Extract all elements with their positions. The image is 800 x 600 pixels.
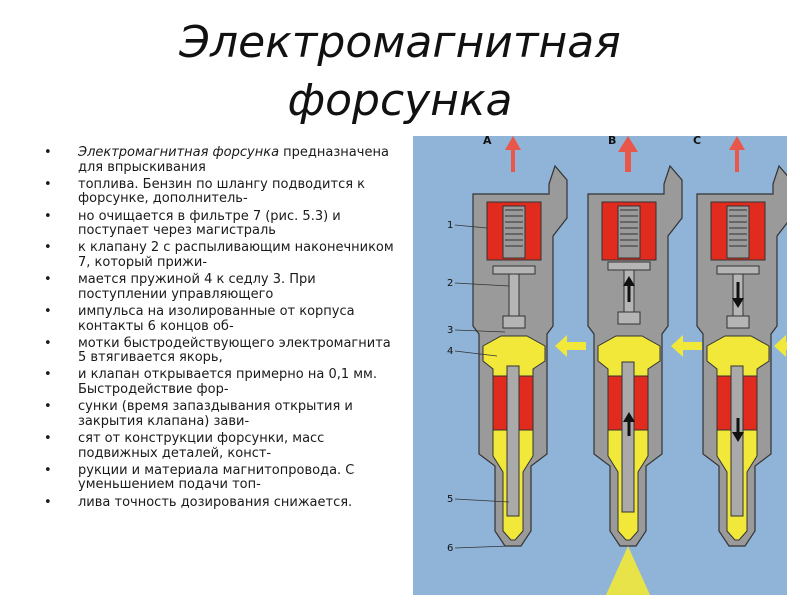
bullet-item (40, 368, 395, 397)
bullet-text: лива точность дозирования снижается. (78, 494, 353, 510)
bullet-item (40, 432, 395, 461)
callout-5: 5 (447, 494, 454, 505)
bullet-text: мотки быстродействующего электромагнита 5 втягивается якорь, (78, 335, 391, 366)
bullet-text: топлива. Бензин по шлангу подводится к форсунке, дополнитель- (78, 176, 366, 207)
callout-1: 1 (447, 220, 454, 231)
slide-title (0, 14, 800, 130)
panel-label-c: C (693, 136, 702, 147)
bullet-text: мается пружиной 4 к седлу 3. При поступлении управляющего (78, 272, 316, 302)
bullet-list (40, 146, 395, 513)
callout-4: 4 (447, 346, 454, 357)
bullet-text: сунки (время запаздывания открытия и закрытия клапана) зави- (78, 399, 353, 429)
bullet-text: к клапану 2 с распыливающим наконечником 7, который прижи- (78, 240, 394, 270)
bullet-item (40, 146, 395, 175)
panel-label-a: A (483, 136, 492, 147)
callout-3: 3 (447, 325, 454, 336)
bullet-item (40, 400, 395, 429)
bullet-item (40, 305, 395, 334)
bullet-item (40, 337, 395, 366)
bullet-text: и клапан открывается примерно на 0,1 мм. Быстродействие фор- (78, 367, 377, 398)
bullet-text: сят от конструкции форсунки, масс подвижных деталей, конст- (78, 431, 325, 461)
bullet-item (40, 464, 395, 493)
bullet-text: но очищается в фильтре 7 (рис. 5.3) и поступает через магистраль (78, 208, 341, 239)
bullet-text: предназначена для впрыскивания (78, 145, 389, 175)
callout-2: 2 (447, 278, 454, 289)
callout-6: 6 (447, 543, 454, 554)
bullet-emphasis: Электромагнитная форсунка (78, 145, 280, 160)
title-line-1: Электромагнитная (179, 17, 621, 68)
injector-diagram (413, 136, 787, 595)
bullet-text: импульса на изолированные от корпуса контакты 6 концов об- (78, 303, 355, 334)
bullet-text: рукции и материала магнитопровода. С уменьшением подачи топ- (78, 462, 355, 493)
bullet-item (40, 210, 395, 239)
bullet-item (40, 496, 395, 511)
panel-label-b: B (608, 136, 617, 147)
title-line-2: форсунка (287, 75, 513, 126)
bullet-item (40, 273, 395, 302)
bullet-item (40, 178, 395, 207)
bullet-item (40, 241, 395, 270)
